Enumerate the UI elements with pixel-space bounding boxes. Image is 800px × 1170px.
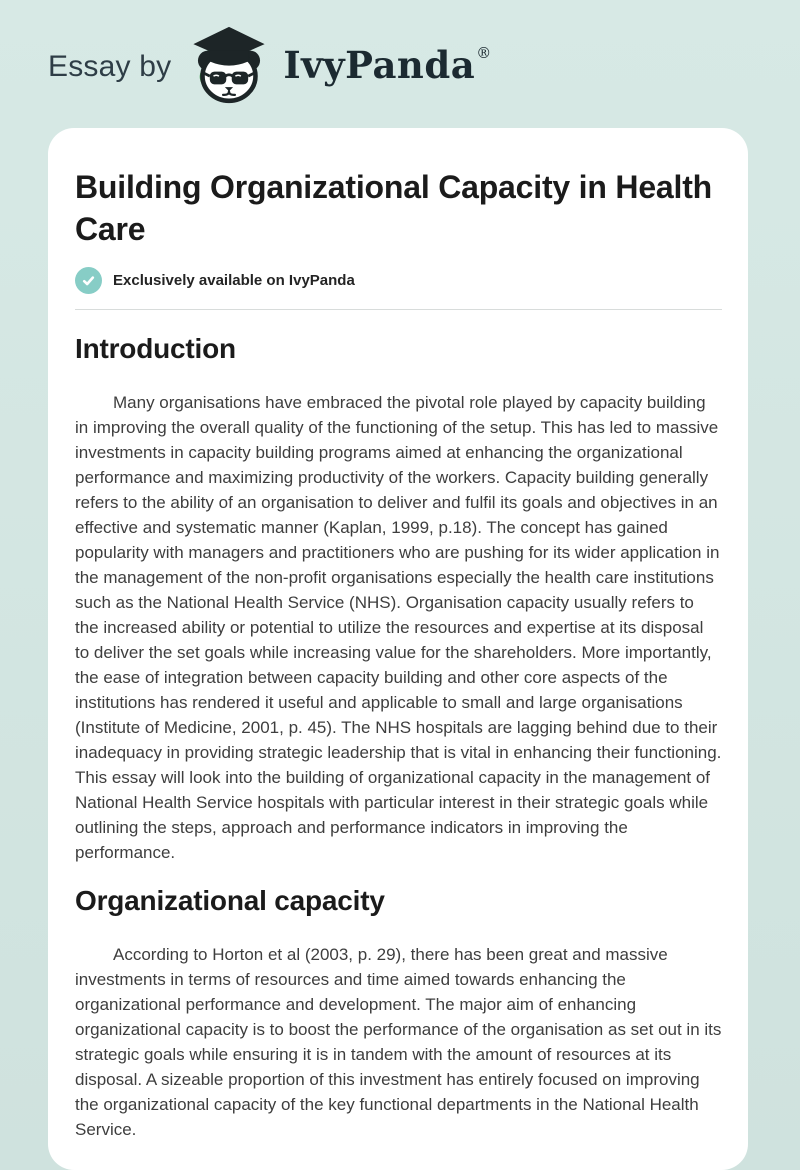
registered-trademark-symbol: ® bbox=[476, 44, 492, 62]
availability-badge bbox=[75, 267, 722, 294]
graduation-cap-band bbox=[210, 51, 248, 66]
page-title: Building Organizational Capacity in Health Care bbox=[75, 169, 713, 247]
divider bbox=[75, 309, 722, 310]
essay-card bbox=[48, 128, 748, 1170]
glasses-left-lens bbox=[210, 72, 226, 85]
section-heading: Organizational capacity bbox=[75, 885, 385, 916]
essay-by-label: Essay by bbox=[48, 50, 172, 83]
brand-name[interactable] bbox=[283, 43, 492, 87]
site-header bbox=[0, 0, 800, 128]
glasses-right-lens bbox=[232, 72, 248, 85]
availability-badge-label: Exclusively available on IvyPanda bbox=[113, 272, 355, 289]
paragraph: Many organisations have embraced the pivotal role played by capacity building in improving the overall quality of the functioning of the setup. This has led to massive investments in capacity building programs aimed at enhancing the organizational performance and maximizing productivity of the workers. Capacity building generally refers to the ability of an organisation to deliver and fulfil its goals and objectives in an effective and systematic manner (Kaplan, 1999, p.18). The concept has gained popularity with managers and practitioners who are pushing for its wider application in the management of the non-profit organisations especially the health care institutions such as the National Health Service (NHS). Organisation capacity usually refers to the increased ability or potential to utilize the resources and expertise at its disposal to deliver the set goals while increasing value for the shareholders. More importantly, the ease of integration between capacity building and other core aspects of the institutions has rendered it useful and applicable to small and large organisations (Institute of Medicine, 2001, p. 45). The NHS hospitals are lagging behind due to their inadequacy in providing strategic leadership that is vital in enhancing their functioning. This essay will look into the building of organizational capacity in the management of National Health Service hospitals with particular interest in their strategic goals while outlining the steps, approach and performance indicators in improving the performance. bbox=[75, 393, 722, 862]
section-heading: Introduction bbox=[75, 333, 236, 364]
check-icon bbox=[75, 267, 102, 294]
section-introduction bbox=[75, 332, 722, 865]
ivypanda-panda-logo-icon[interactable] bbox=[183, 25, 275, 109]
brand-text: IvyPanda bbox=[283, 43, 476, 87]
paragraph: According to Horton et al (2003, p. 29), there has been great and massive investments in terms of resources and time aimed towards enhancing the organizational performance and development. The major aim of enhancing organizational capacity is to boost the performance of the organisation as set out in its strategic goals while ensuring it is in tandem with the amount of resources at its disposal. A sizeable proportion of this investment has entirely focused on improving the organizational capacity of the key functional departments in the National Health Service. bbox=[75, 945, 722, 1139]
section-organizational-capacity bbox=[75, 884, 722, 1142]
